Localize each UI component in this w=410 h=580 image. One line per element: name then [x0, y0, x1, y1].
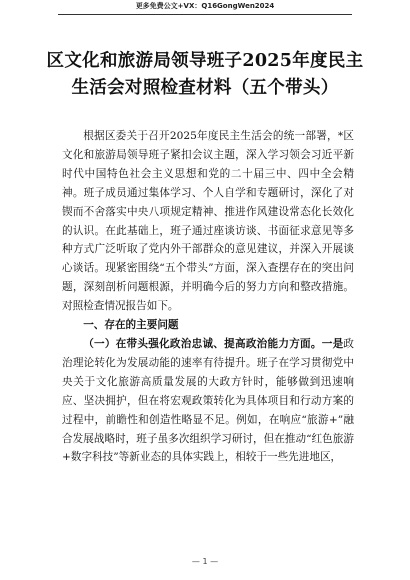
header-divider [58, 14, 352, 15]
section-heading: 一、存在的主要问题 [83, 319, 179, 332]
page-number: — 1 — [191, 557, 219, 566]
subsection-paragraph [62, 335, 354, 467]
subsection-label: （一） [83, 337, 116, 350]
subsection-text: 政治理论转化为发展动能的速率有待提升。班子在学习贯彻党中央关于文化旅游高质量发展的大政方针时，能够做到迅速响应、坚决拥护，但在将宏观政策转化为具体项目和行动方案的过程中，前瞻性和创造性略显不足。例如，在响应“旅游+”融合发展战略时，班子虽多次组织学习研讨，但在推动“红色旅游+数字科技”等新业态的具体实践上，相较于一些先进地区， [62, 337, 355, 464]
intro-paragraph: 根据区委关于召开2025年度民主生活会的统一部署，*区文化和旅游局领导班子紧扣会议主题，深入学习领会习近平新时代中国特色社会主义思想和党的二十届三中、四中全会精神。班子成员通过集体学习、个人自学和专题研讨，深化了对锲而不舍落实中央八项规定精神、推进作风建设常态化长效化的认识。在此基础上，班子通过座谈访谈、书面征求意见等多种方式广泛听取了党内外干部群众的意见建议，并深入开展谈心谈话。现紧密围绕“五个带头”方面，深入查摆存在的突出问题，深刻剖析问题根源，并明确今后的努力方向和整改措施。对照检查情况报告如下。 [62, 130, 354, 313]
watermark-header: 更多免费公文+VX：Q16GongWen2024 [135, 2, 275, 10]
document-title: 区文化和旅游局领导班子2025年度民主生活会对照检查材料（五个带头） [46, 51, 364, 98]
document-body [62, 127, 354, 467]
subsection-lead: 一是 [321, 337, 344, 350]
subsection-heading: 在带头强化政治忠诚、提高政治能力方面。 [115, 337, 322, 350]
